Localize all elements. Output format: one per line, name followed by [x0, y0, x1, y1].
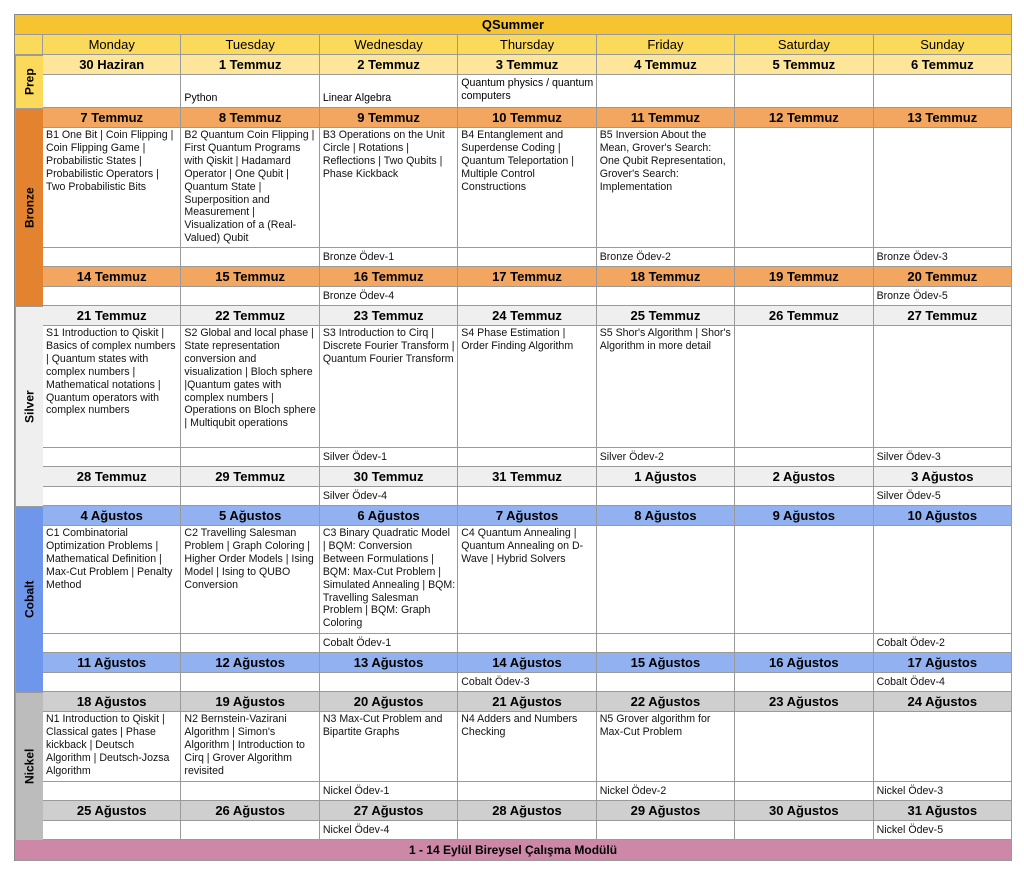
footer-banner: 1 - 14 Eylül Bireysel Çalışma Modülü [15, 840, 1012, 861]
section-label-prep: Prep [15, 55, 43, 108]
date-cell: 29 Temmuz [181, 467, 319, 487]
topic-cell: B3 Operations on the Unit Circle | Rotations | Reflections | Two Qubits | Phase Kickback [320, 128, 458, 248]
schedule-sheet [14, 14, 1012, 861]
topic-cell [735, 75, 873, 108]
homework-cell: Bronze Ödev-4 [320, 287, 458, 306]
topic-cell: B2 Quantum Coin Flipping | First Quantum Programs with Qiskit | Hadamard Operator | One Qubit | Quantum State | Superposition and Measurement | Visualization of a (Real-Valued) Qubit [181, 128, 319, 248]
topic-cell: C2 Travelling Salesman Problem | Graph Coloring | Higher Order Models | Ising Model | Ising to QUBO Conversion [181, 526, 319, 634]
day-header: Wednesday [320, 35, 458, 55]
topic-cell: S4 Phase Estimation | Order Finding Algorithm [458, 326, 596, 448]
date-cell: 27 Ağustos [320, 801, 458, 821]
date-cell: 18 Ağustos [43, 692, 181, 712]
topic-cell: B4 Entanglement and Superdense Coding | Quantum Teleportation | Multiple Control Constructions [458, 128, 596, 248]
schedule-grid [14, 14, 1012, 861]
date-cell: 22 Ağustos [597, 692, 735, 712]
date-cell: 24 Ağustos [874, 692, 1012, 712]
day-header: Thursday [458, 35, 596, 55]
date-cell: 11 Temmuz [597, 108, 735, 128]
topic-cell [320, 75, 458, 108]
date-cell: 16 Temmuz [320, 267, 458, 287]
topic-cell [458, 75, 596, 108]
homework-cell [458, 821, 596, 840]
homework-cell [735, 821, 873, 840]
homework-cell [181, 287, 319, 306]
topic-text: Python [184, 92, 218, 105]
date-cell: 23 Ağustos [735, 692, 873, 712]
homework-cell: Silver Ödev-5 [874, 487, 1012, 506]
homework-cell [735, 673, 873, 692]
sheet-title: QSummer [15, 15, 1012, 35]
topic-cell [43, 75, 181, 108]
topic-cell: S3 Introduction to Cirq | Discrete Fourier Transform | Quantum Fourier Transform [320, 326, 458, 448]
day-header: Friday [597, 35, 735, 55]
homework-cell [458, 782, 596, 801]
topic-cell: S2 Global and local phase | State representation conversion and visualization | Bloch sphere |Quantum gates with complex numbers | Operations on Bloch sphere | Multiqubit operations [181, 326, 319, 448]
homework-cell: Cobalt Ödev-3 [458, 673, 596, 692]
homework-cell: Silver Ödev-2 [597, 448, 735, 467]
date-cell: 10 Ağustos [874, 506, 1012, 526]
homework-cell [597, 634, 735, 653]
date-cell: 25 Ağustos [43, 801, 181, 821]
homework-cell [43, 634, 181, 653]
day-header: Sunday [874, 35, 1012, 55]
date-cell: 10 Temmuz [458, 108, 596, 128]
topic-cell [874, 326, 1012, 448]
homework-cell: Silver Ödev-4 [320, 487, 458, 506]
date-cell: 12 Temmuz [735, 108, 873, 128]
date-cell: 14 Temmuz [43, 267, 181, 287]
date-cell: 4 Ağustos [43, 506, 181, 526]
date-cell: 9 Ağustos [735, 506, 873, 526]
date-cell: 1 Temmuz [181, 55, 319, 75]
date-cell: 7 Temmuz [43, 108, 181, 128]
topic-cell [181, 75, 319, 108]
date-cell: 2 Ağustos [735, 467, 873, 487]
date-cell: 21 Ağustos [458, 692, 596, 712]
topic-text: Linear Algebra [322, 92, 392, 105]
homework-cell [43, 487, 181, 506]
homework-cell [181, 634, 319, 653]
homework-cell [458, 634, 596, 653]
homework-cell [43, 821, 181, 840]
topic-cell: N5 Grover algorithm for Max-Cut Problem [597, 712, 735, 782]
homework-cell [43, 287, 181, 306]
date-cell: 11 Ağustos [43, 653, 181, 673]
section-label-cobalt: Cobalt [15, 506, 43, 692]
date-cell: 16 Ağustos [735, 653, 873, 673]
date-cell: 19 Ağustos [181, 692, 319, 712]
homework-cell: Nickel Ödev-2 [597, 782, 735, 801]
homework-cell [735, 487, 873, 506]
date-cell: 3 Temmuz [458, 55, 596, 75]
topic-cell: C3 Binary Quadratic Model | BQM: Conversion Between Formulations | BQM: Max-Cut Problem | Simulated Annealing | BQM: Travelling Salesman Problem | BQM: Graph Coloring [320, 526, 458, 634]
topic-cell: N3 Max-Cut Problem and Bipartite Graphs [320, 712, 458, 782]
homework-cell [181, 248, 319, 267]
homework-cell: Bronze Ödev-5 [874, 287, 1012, 306]
date-cell: 5 Temmuz [735, 55, 873, 75]
homework-cell [458, 248, 596, 267]
homework-cell [43, 673, 181, 692]
homework-cell: Nickel Ödev-4 [320, 821, 458, 840]
homework-cell [735, 782, 873, 801]
date-cell: 28 Temmuz [43, 467, 181, 487]
date-cell: 30 Haziran [43, 55, 181, 75]
date-cell: 7 Ağustos [458, 506, 596, 526]
date-cell: 22 Temmuz [181, 306, 319, 326]
date-cell: 8 Temmuz [181, 108, 319, 128]
topic-text: Quantum physics / quantum computers [461, 77, 594, 102]
homework-cell [43, 248, 181, 267]
corner-cell [15, 35, 43, 55]
date-cell: 23 Temmuz [320, 306, 458, 326]
homework-cell: Nickel Ödev-1 [320, 782, 458, 801]
topic-cell: N4 Adders and Numbers Checking [458, 712, 596, 782]
topic-cell [874, 712, 1012, 782]
topic-cell: C1 Combinatorial Optimization Problems | Mathematical Definition | Max-Cut Problem | Penalty Method [43, 526, 181, 634]
topic-cell [597, 75, 735, 108]
date-cell: 4 Temmuz [597, 55, 735, 75]
homework-cell [320, 673, 458, 692]
topic-cell [735, 326, 873, 448]
topic-cell [735, 712, 873, 782]
homework-cell [181, 782, 319, 801]
topic-cell [874, 75, 1012, 108]
date-cell: 20 Ağustos [320, 692, 458, 712]
day-header: Tuesday [181, 35, 319, 55]
date-cell: 28 Ağustos [458, 801, 596, 821]
date-cell: 14 Ağustos [458, 653, 596, 673]
date-cell: 25 Temmuz [597, 306, 735, 326]
date-cell: 6 Temmuz [874, 55, 1012, 75]
homework-cell [735, 287, 873, 306]
topic-cell: S1 Introduction to Qiskit | Basics of complex numbers | Quantum states with complex numbers | Mathematical notations | Quantum operators with complex numbers [43, 326, 181, 448]
homework-cell [597, 487, 735, 506]
topic-cell [874, 128, 1012, 248]
homework-cell: Silver Ödev-1 [320, 448, 458, 467]
homework-cell: Bronze Ödev-3 [874, 248, 1012, 267]
section-label-silver: Silver [15, 306, 43, 506]
date-cell: 26 Temmuz [735, 306, 873, 326]
section-label-bronze: Bronze [15, 108, 43, 306]
homework-cell: Cobalt Ödev-2 [874, 634, 1012, 653]
homework-cell [735, 248, 873, 267]
homework-cell [181, 448, 319, 467]
section-label-nickel: Nickel [15, 692, 43, 840]
topic-cell: C4 Quantum Annealing | Quantum Annealing on D-Wave | Hybrid Solvers [458, 526, 596, 634]
homework-cell: Bronze Ödev-1 [320, 248, 458, 267]
homework-cell [597, 673, 735, 692]
homework-cell [735, 448, 873, 467]
topic-cell: N1 Introduction to Qiskit | Classical gates | Phase kickback | Deutsch Algorithm | Deutsch-Jozsa Algorithm [43, 712, 181, 782]
topic-cell: S5 Shor's Algorithm | Shor's Algorithm in more detail [597, 326, 735, 448]
date-cell: 24 Temmuz [458, 306, 596, 326]
date-cell: 2 Temmuz [320, 55, 458, 75]
date-cell: 29 Ağustos [597, 801, 735, 821]
date-cell: 9 Temmuz [320, 108, 458, 128]
homework-cell: Bronze Ödev-2 [597, 248, 735, 267]
homework-cell [43, 782, 181, 801]
date-cell: 30 Temmuz [320, 467, 458, 487]
homework-cell [181, 673, 319, 692]
homework-cell [43, 448, 181, 467]
date-cell: 13 Temmuz [874, 108, 1012, 128]
day-header: Saturday [735, 35, 873, 55]
topic-cell [735, 128, 873, 248]
date-cell: 31 Temmuz [458, 467, 596, 487]
homework-cell: Cobalt Ödev-4 [874, 673, 1012, 692]
date-cell: 1 Ağustos [597, 467, 735, 487]
topic-cell: B1 One Bit | Coin Flipping | Coin Flipping Game | Probabilistic States | Probabilistic Operators | Two Probabilistic Bits [43, 128, 181, 248]
homework-cell [458, 487, 596, 506]
date-cell: 3 Ağustos [874, 467, 1012, 487]
date-cell: 8 Ağustos [597, 506, 735, 526]
date-cell: 6 Ağustos [320, 506, 458, 526]
homework-cell [597, 287, 735, 306]
date-cell: 30 Ağustos [735, 801, 873, 821]
topic-cell [735, 526, 873, 634]
date-cell: 12 Ağustos [181, 653, 319, 673]
homework-cell [458, 448, 596, 467]
homework-cell: Silver Ödev-3 [874, 448, 1012, 467]
homework-cell [181, 487, 319, 506]
homework-cell [735, 634, 873, 653]
date-cell: 19 Temmuz [735, 267, 873, 287]
homework-cell [597, 821, 735, 840]
date-cell: 13 Ağustos [320, 653, 458, 673]
date-cell: 31 Ağustos [874, 801, 1012, 821]
date-cell: 18 Temmuz [597, 267, 735, 287]
date-cell: 5 Ağustos [181, 506, 319, 526]
homework-cell [458, 287, 596, 306]
date-cell: 27 Temmuz [874, 306, 1012, 326]
topic-cell: N2 Bernstein-Vazirani Algorithm | Simon's Algorithm | Introduction to Cirq | Grover Algorithm revisited [181, 712, 319, 782]
date-cell: 15 Ağustos [597, 653, 735, 673]
day-header: Monday [43, 35, 181, 55]
date-cell: 26 Ağustos [181, 801, 319, 821]
date-cell: 17 Ağustos [874, 653, 1012, 673]
date-cell: 21 Temmuz [43, 306, 181, 326]
homework-cell: Cobalt Ödev-1 [320, 634, 458, 653]
date-cell: 20 Temmuz [874, 267, 1012, 287]
date-cell: 15 Temmuz [181, 267, 319, 287]
topic-cell [874, 526, 1012, 634]
date-cell: 17 Temmuz [458, 267, 596, 287]
homework-cell: Nickel Ödev-3 [874, 782, 1012, 801]
topic-cell [597, 526, 735, 634]
homework-cell: Nickel Ödev-5 [874, 821, 1012, 840]
homework-cell [181, 821, 319, 840]
topic-cell: B5 Inversion About the Mean, Grover's Search: One Qubit Representation, Grover's Search: Implementation [597, 128, 735, 248]
